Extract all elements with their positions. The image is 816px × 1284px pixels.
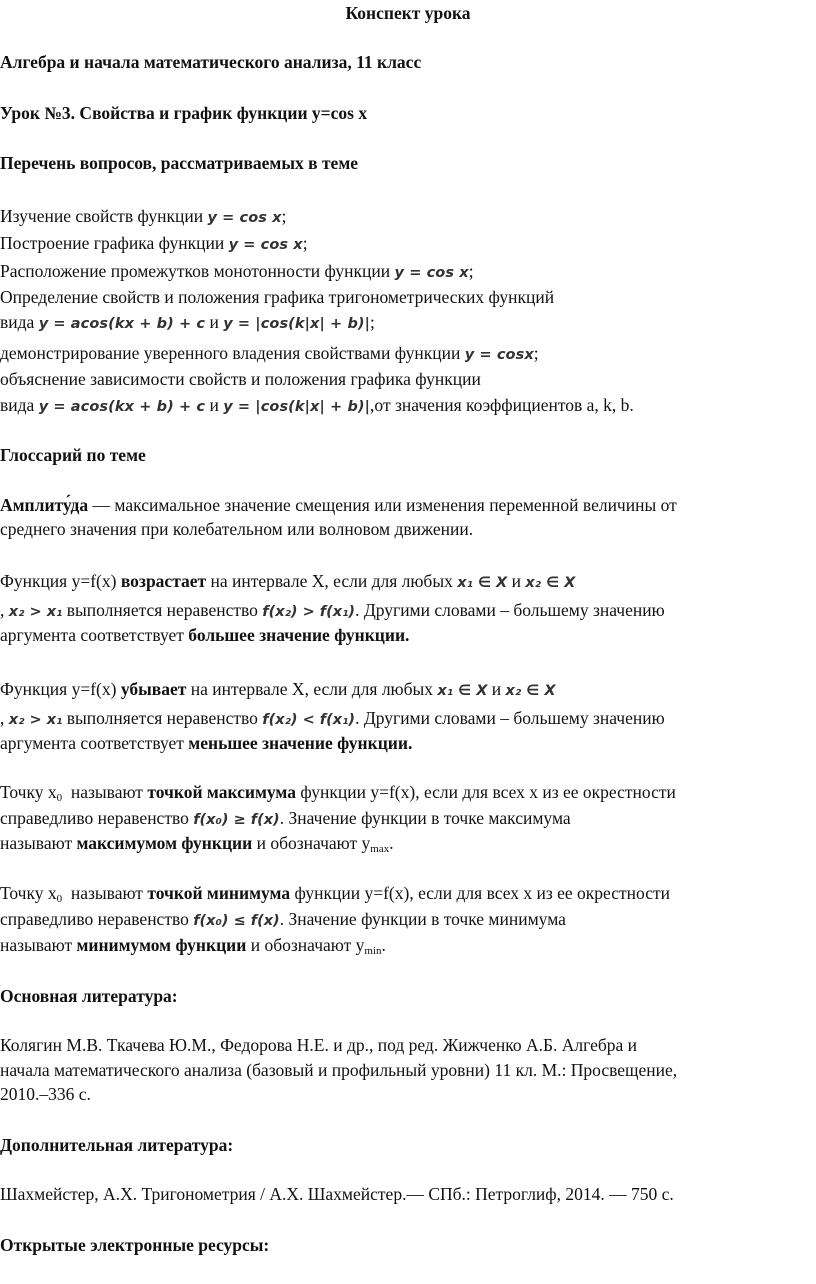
extra-literature-heading: Дополнительная литература:	[0, 1135, 234, 1155]
document-title: Конспект урока	[345, 3, 471, 23]
formula: f(x₂) < f(x₁)	[262, 712, 356, 728]
increasing-definition: Функция y=f(x) возрастает на интервале X, если для любых x₁ ∈ X и x₂ ∈ X	[0, 571, 576, 591]
main-literature-line-2: начала математического анализа (базовый и профильный уровни) 11 кл. М.: Просвещение,	[0, 1060, 678, 1080]
question-item-1: Изучение свойств функции y = cos x;	[0, 206, 287, 226]
subject-line: Алгебра и начала математического анализа, 11 класс	[0, 52, 422, 72]
amplitude-definition-cont: среднего значения при колебательном или волновом движении.	[0, 519, 474, 539]
main-literature-heading: Основная литература:	[0, 986, 178, 1006]
formula: x₁ ∈ X	[457, 575, 508, 591]
formula: f(x₀) ≤ f(x)	[193, 913, 280, 929]
amplitude-definition: Амплиту́да — максимальное значение смещения или изменения переменной величины от	[0, 495, 677, 515]
formula: x₂ ∈ X	[505, 683, 556, 699]
question-item-6: объяснение зависимости свойств и положения графика функции	[0, 369, 481, 389]
minimum-definition: Точку $x_0$ называют точкой минимума функции y=f(x), если для всех x из ее окрестности	[0, 883, 671, 905]
formula: x₂ > x₁	[8, 712, 63, 728]
maximum-definition: Точку $x_0$ называют точкой максимума функции y=f(x), если для всех x из ее окрестности	[0, 782, 676, 804]
glossary-heading: Глоссарий по теме	[0, 445, 146, 465]
decreasing-definition: Функция y=f(x) убывает на интервале X, если для любых x₁ ∈ X и x₂ ∈ X	[0, 679, 556, 699]
decreasing-definition-end: аргумента соответствует меньшее значение функции.	[0, 733, 413, 753]
formula: x₂ ∈ X	[525, 575, 576, 591]
formula: f(x₂) > f(x₁)	[262, 604, 356, 620]
formula: y = acos(kx + b) + c	[38, 399, 206, 415]
increasing-definition-end: аргумента соответствует большее значение функции.	[0, 625, 410, 645]
minimum-definition-end: называют минимумом функции и обозначают $y_{min}$.	[0, 935, 386, 957]
formula: x₂ > x₁	[8, 604, 63, 620]
lesson-title: Урок №3. Свойства и график функции y=cos x	[0, 103, 368, 123]
open-resources-heading: Открытые электронные ресурсы:	[0, 1235, 270, 1255]
question-item-4-cont: вида y = acos(kx + b) + c и y = |cos(k|x| + b)|;	[0, 312, 375, 332]
decreasing-definition-cont: , x₂ > x₁ выполняется неравенство f(x₂) < f(x₁). Другими словами – большему значению	[0, 708, 665, 728]
question-item-5: демонстрирование уверенного владения свойствами функции y = cosx;	[0, 343, 539, 363]
formula: f(x₀) ≥ f(x)	[193, 812, 280, 828]
formula: y = cos x	[207, 210, 282, 226]
formula: y = |cos(k|x| + b)|	[223, 316, 371, 332]
question-item-2: Построение графика функции y = cos x;	[0, 233, 308, 253]
formula: x₁ ∈ X	[437, 683, 488, 699]
formula: y = acos(kx + b) + c	[38, 316, 206, 332]
formula: y = cosx	[464, 347, 534, 363]
main-literature-line-3: 2010.–336 с.	[0, 1084, 91, 1104]
questions-heading: Перечень вопросов, рассматриваемых в теме	[0, 153, 359, 173]
question-item-6-cont: вида y = acos(kx + b) + c и y = |cos(k|x| + b)|,от значения коэффициентов a, k, b.	[0, 395, 634, 415]
main-literature-line-1: Колягин М.В. Ткачева Ю.М., Федорова Н.Е. и др., под ред. Жижченко А.Б. Алгебра и	[0, 1035, 638, 1055]
maximum-definition-cont: справедливо неравенство f(x₀) ≥ f(x). Значение функции в точке максимума	[0, 808, 571, 828]
formula: y = |cos(k|x| + b)|	[223, 399, 371, 415]
formula: y = cos x	[394, 265, 469, 281]
question-item-3: Расположение промежутков монотонности функции y = cos x;	[0, 261, 474, 281]
increasing-definition-cont: , x₂ > x₁ выполняется неравенство f(x₂) > f(x₁). Другими словами – большему значению	[0, 600, 665, 620]
question-item-4: Определение свойств и положения графика тригонометрических функций	[0, 287, 555, 307]
formula: y = cos x	[228, 237, 303, 253]
extra-literature-line-1: Шахмейстер, А.Х. Тригонометрия / А.Х. Шахмейстер.— СПб.: Петроглиф, 2014. — 750 с.	[0, 1184, 674, 1204]
maximum-definition-end: называют максимумом функции и обозначают $y_{max}$.	[0, 833, 394, 855]
minimum-definition-cont: справедливо неравенство f(x₀) ≤ f(x). Значение функции в точке минимума	[0, 909, 566, 929]
